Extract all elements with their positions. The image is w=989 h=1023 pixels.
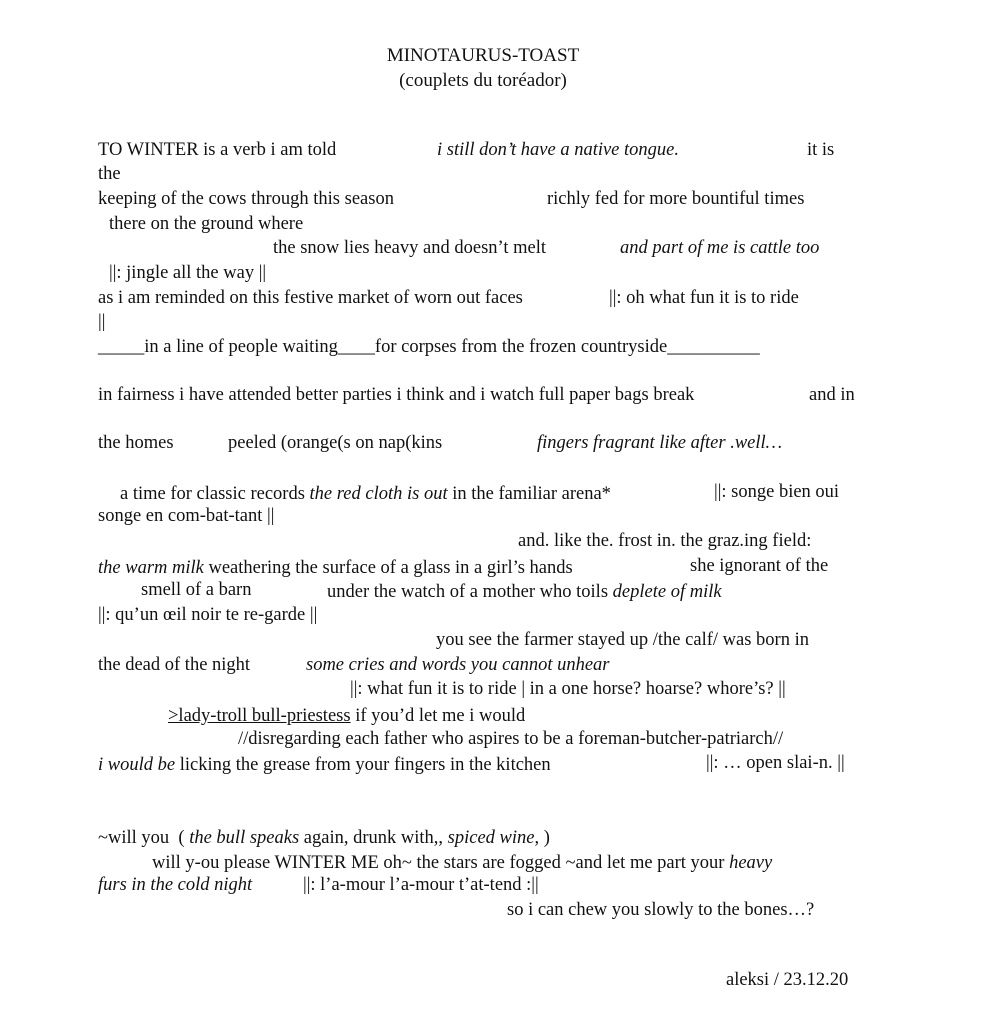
verse-line: _____in a line of people waiting____for corpses from the frozen countryside__________ — [98, 337, 760, 357]
verse-line — [168, 704, 525, 728]
verse-line: ||: what fun it is to ride | in a one horse? hoarse? whore’s? || — [350, 679, 786, 699]
verse-line: as i am reminded on this festive market of worn out faces — [98, 288, 523, 308]
verse-line: keeping of the cows through this season — [98, 189, 394, 209]
verse-line: ||: jingle all the way || — [109, 263, 267, 283]
verse-line: furs in the cold night — [98, 875, 253, 895]
verse-line: some cries and words you cannot unhear — [306, 655, 610, 675]
verse-fragment: will y-ou please WINTER ME oh~ the stars are fogged ~and let me part your — [152, 853, 730, 873]
verse-line: and in — [809, 385, 855, 405]
poem-subtitle: (couplets du toréador) — [399, 70, 567, 91]
verse-line — [98, 556, 573, 580]
verse-line: ||: songe bien oui — [714, 482, 840, 502]
verse-line: TO WINTER is a verb i am told — [98, 140, 337, 160]
verse-fragment: the warm milk — [98, 558, 204, 578]
verse-fragment: again, drunk with,, — [299, 828, 448, 848]
verse-line: the — [98, 164, 121, 184]
verse-fragment: >lady-troll bull-priestess — [168, 706, 351, 726]
verse-line: //disregarding each father who aspires to be a foreman-butcher-patriarch// — [238, 729, 784, 749]
verse-line: || — [98, 312, 106, 332]
signature: aleksi / 23.12.20 — [726, 970, 849, 990]
verse-line: ||: qu’un œil noir te re-garde || — [98, 605, 318, 625]
verse-line: in fairness i have attended better parties i think and i watch full paper bags break — [98, 385, 695, 405]
verse-fragment: , ) — [534, 828, 550, 848]
verse-line — [120, 482, 611, 506]
verse-line: and part of me is cattle too — [620, 238, 820, 258]
verse-line: smell of a barn — [141, 580, 252, 600]
verse-fragment: heavy — [729, 853, 773, 873]
verse-fragment: if you’d let me i would — [350, 706, 526, 726]
verse-fragment: a time for classic records — [120, 484, 310, 504]
verse-line: you see the farmer stayed up /the calf/ was born in — [436, 630, 809, 650]
verse-line: the homes — [98, 433, 174, 453]
verse-line: and. like the. frost in. the graz.ing field: — [518, 531, 812, 551]
verse-line: peeled (orange(s on nap(kins — [228, 433, 443, 453]
verse-fragment: in the familiar arena* — [447, 484, 611, 504]
verse-fragment: deplete of milk — [612, 582, 722, 602]
verse-line: ||: l’a-mour l’a-mour t’at-tend :|| — [303, 875, 539, 895]
verse-line: it is — [807, 140, 835, 160]
verse-line — [98, 753, 551, 777]
verse-fragment: licking the grease from your fingers in the kitchen — [175, 755, 551, 775]
verse-fragment: under the watch of a mother who toils — [327, 582, 613, 602]
poem-title: MINOTAURUS-TOAST — [386, 45, 580, 66]
verse-line — [152, 851, 772, 875]
verse-line: she ignorant of the — [690, 556, 829, 576]
verse-line: the snow lies heavy and doesn’t melt — [273, 238, 546, 258]
verse-fragment: spiced wine — [447, 828, 535, 848]
verse-line: fingers fragrant like after .well… — [537, 433, 783, 453]
verse-line — [98, 826, 550, 850]
verse-fragment: the red cloth is out — [309, 484, 448, 504]
verse-line: ||: … open slai-n. || — [706, 753, 845, 773]
verse-fragment: i would be — [98, 755, 176, 775]
verse-line: songe en com-bat-tant || — [98, 506, 275, 526]
verse-fragment: the bull speaks — [189, 828, 300, 848]
verse-line: there on the ground where — [109, 214, 304, 234]
verse-line: the dead of the night — [98, 655, 251, 675]
verse-line: ||: oh what fun it is to ride — [609, 288, 799, 308]
verse-fragment: weathering the surface of a glass in a girl’s hands — [203, 558, 573, 578]
verse-line: i still don’t have a native tongue. — [437, 140, 679, 160]
verse-line: richly fed for more bountiful times — [547, 189, 805, 209]
verse-fragment: ~will you ( — [98, 828, 190, 848]
verse-line: so i can chew you slowly to the bones…? — [507, 900, 815, 920]
verse-line — [327, 580, 722, 604]
